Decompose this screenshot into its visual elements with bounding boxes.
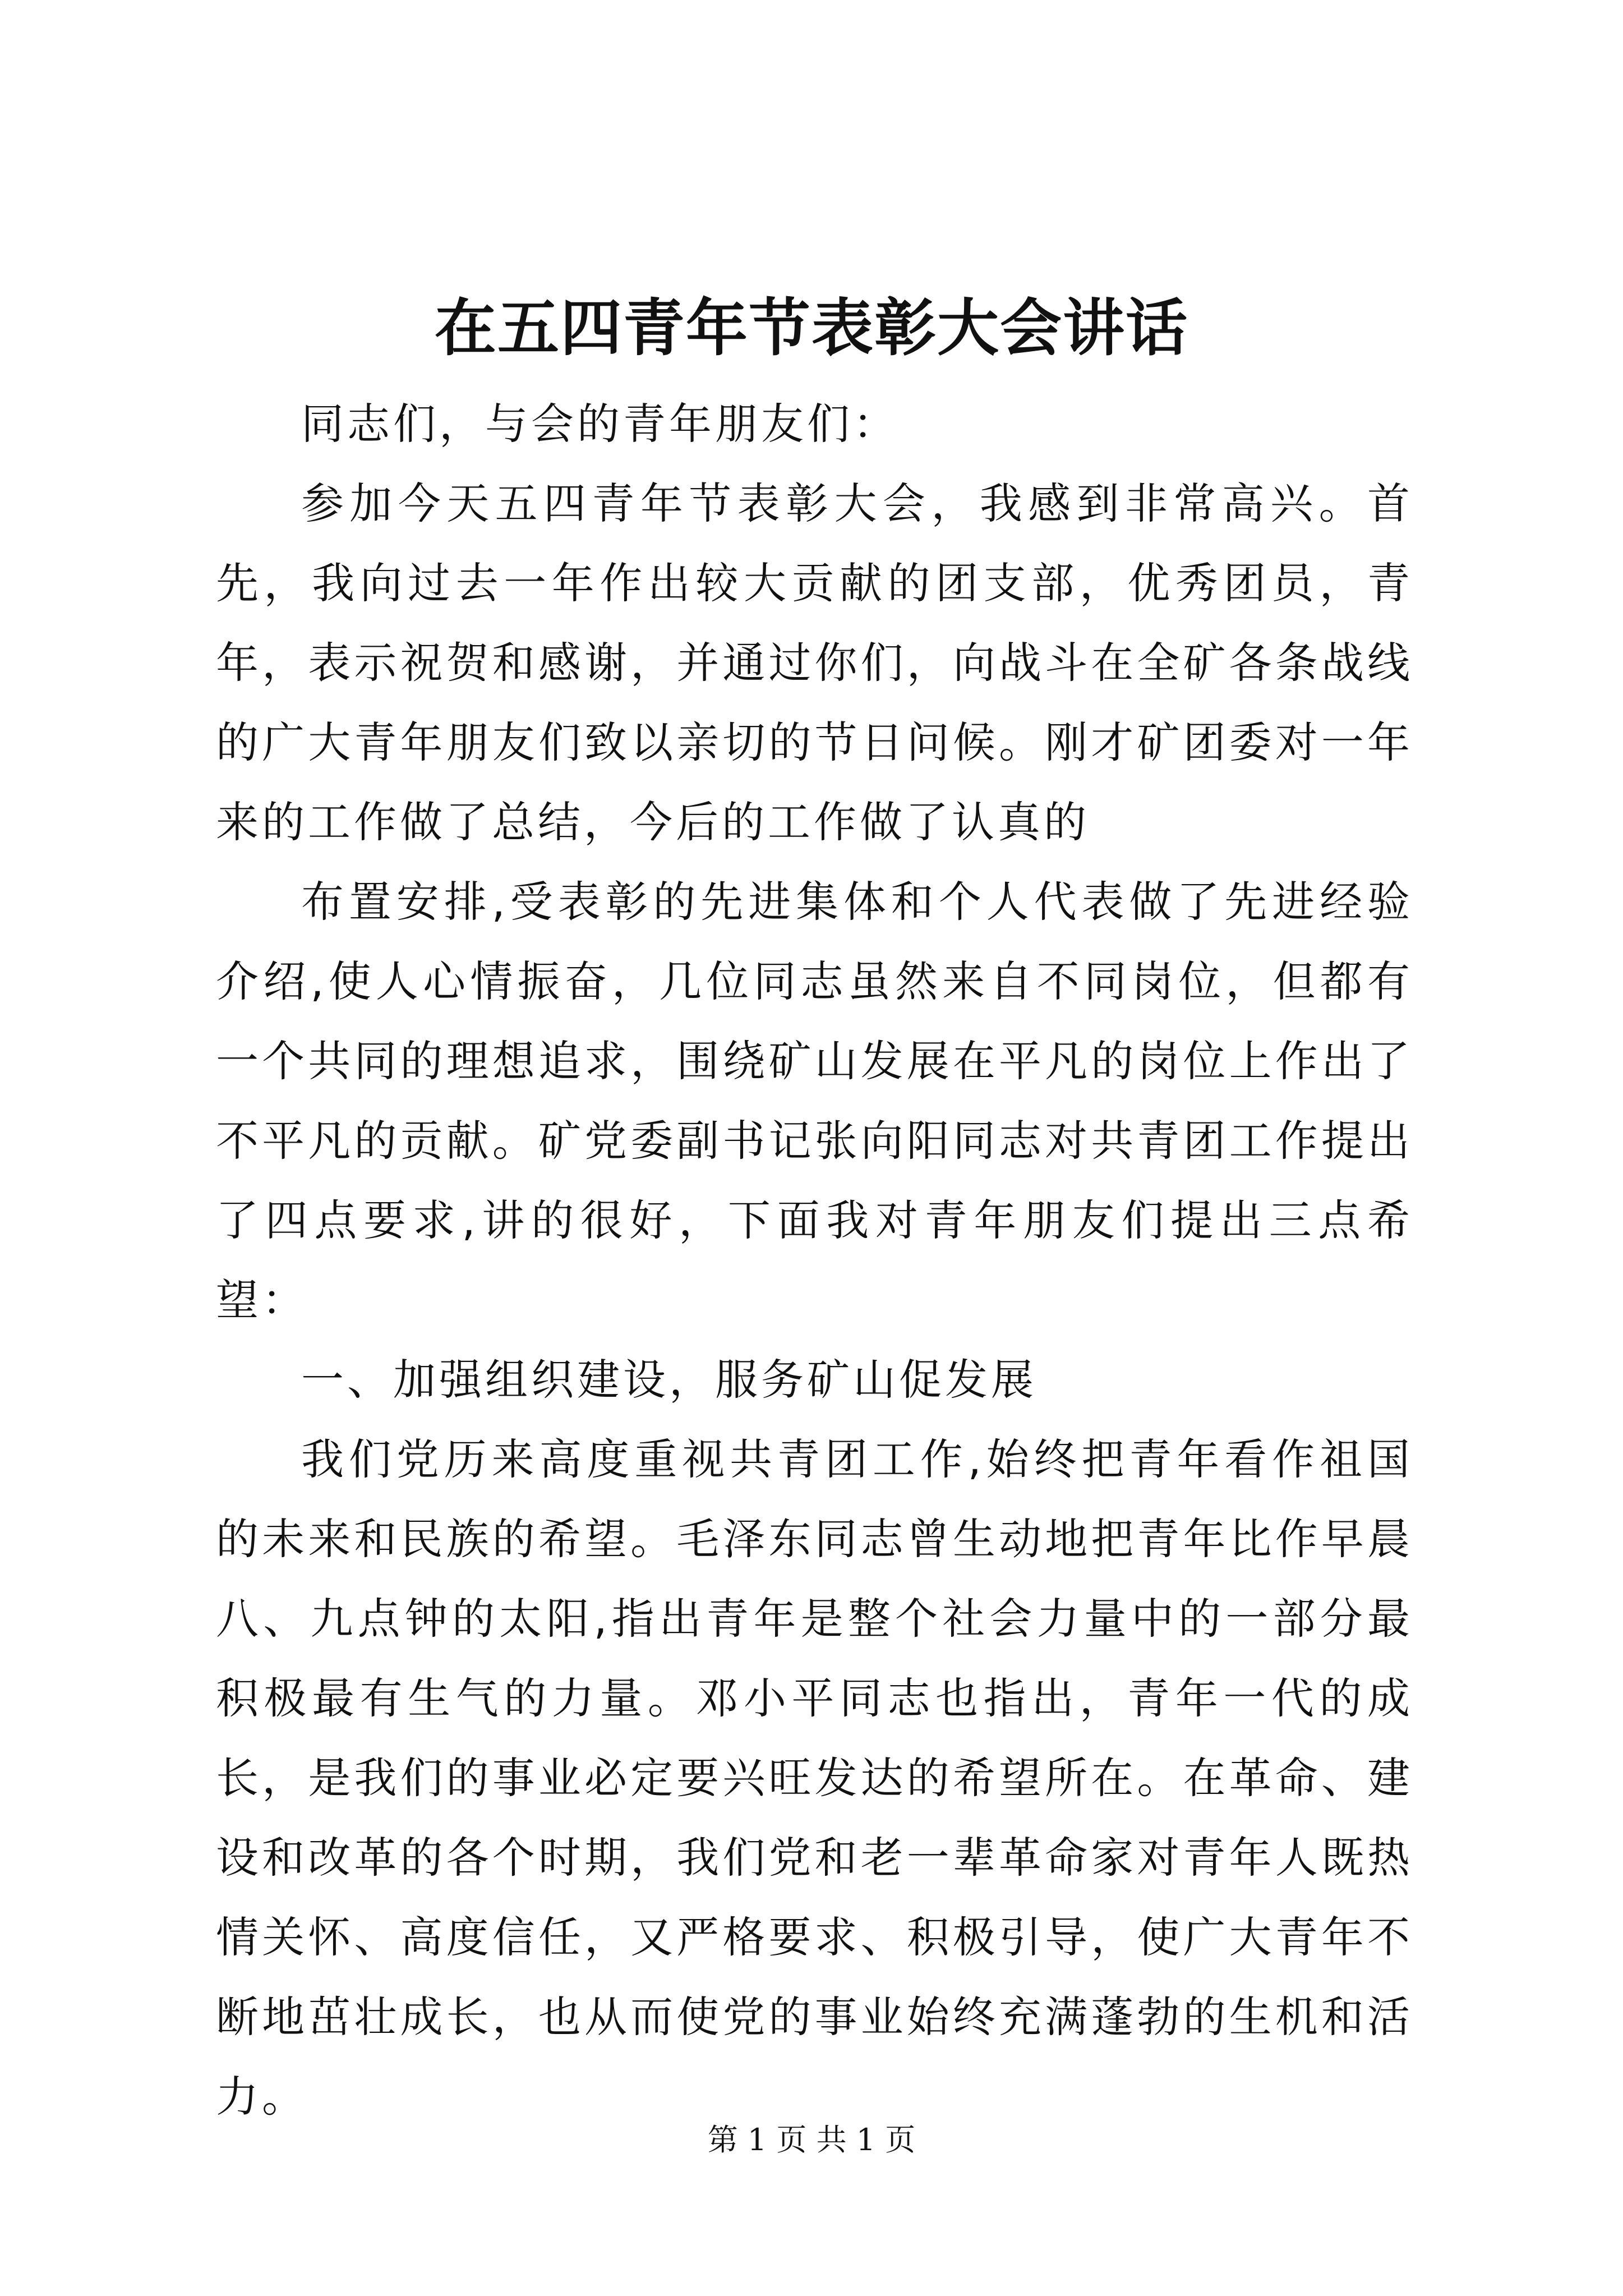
body-paragraph: 布置安排,受表彰的先进集体和个人代表做了先进经验介绍,使人心情振奋，几位同志虽然来自不同岗位，但都有一个共同的理想追求，围绕矿山发展在平凡的岗位上作出了不平凡的贡献。矿党委副书记张向阳同志对共青团工作提出了四点要求,讲的很好，下面我对青年朋友们提出三点希望：: [216, 877, 1413, 1325]
document-body: [216, 384, 1413, 2137]
body-paragraph: 我们党历来高度重视共青团工作,始终把青年看作祖国的未来和民族的希望。毛泽东同志曾生动地把青年比作早晨八、九点钟的太阳,指出青年是整个社会力量中的一部分最积极最有生气的力量。邓小平同志也指出，青年一代的成长，是我们的事业必定要兴旺发达的希望所在。在革命、建设和改革的各个时期，我们党和老一辈革命家对青年人既热情关怀、高度信任，又严格要求、积极引导，使广大青年不断地茁壮成长，也从而使党的事业始终充满蓬勃的生机和活力。: [216, 1434, 1413, 2122]
document-title: 在五四青年节表彰大会讲话: [435, 292, 1188, 364]
body-paragraph: 参加今天五四青年节表彰大会，我感到非常高兴。首先，我向过去一年作出较大贡献的团支部，优秀团员，青年，表示祝贺和感谢，并通过你们，向战斗在全矿各条战线的广大青年朋友们致以亲切的节日问候。刚才矿团委对一年来的工作做了总结，今后的工作做了认真的: [216, 478, 1413, 847]
salutation-paragraph: 同志们，与会的青年朋友们：: [301, 399, 899, 449]
section-heading: 一、加强组织建设，服务矿山促发展: [301, 1355, 1037, 1405]
page-footer: 第 1 页 共 1 页: [707, 2122, 916, 2157]
